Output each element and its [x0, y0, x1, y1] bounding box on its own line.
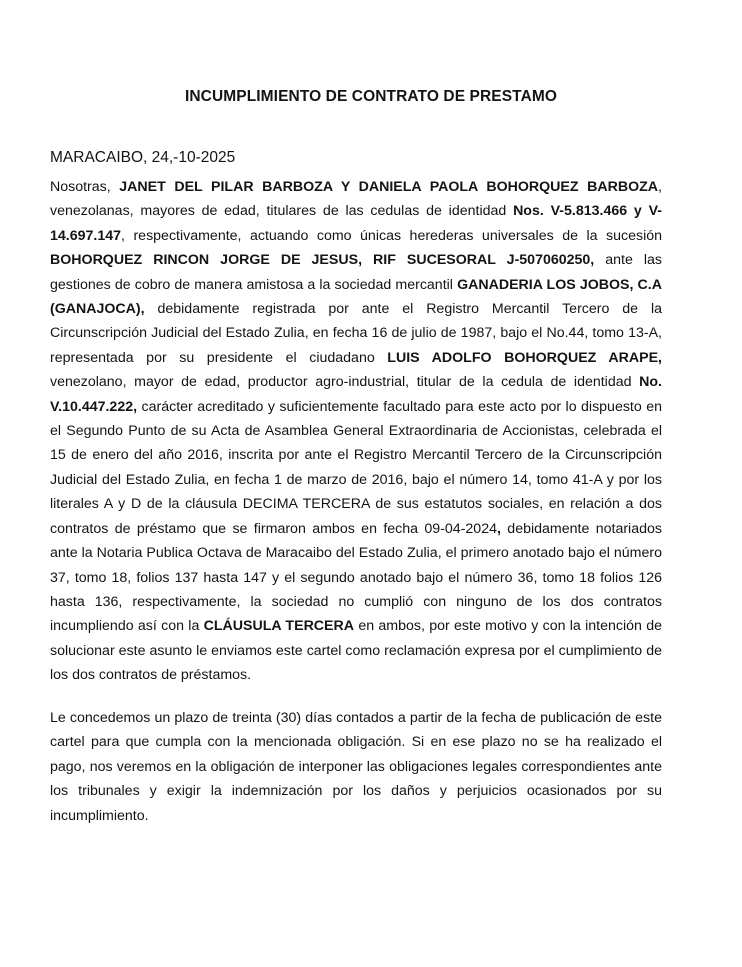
run-bold: BOHORQUEZ RINCON JORGE DE JESUS, RIF SUCESORAL J-507060250,: [50, 252, 595, 269]
run-bold: GANADERIA LOS JOBOS, C.A (GANAJOCA),: [50, 276, 662, 318]
run-bold: ,: [496, 520, 501, 537]
run-bold: LUIS ADOLFO BOHORQUEZ ARAPE,: [387, 349, 662, 366]
run: ante las gestiones de cobro de manera amistosa a la sociedad mercantil: [50, 252, 662, 293]
document-title: INCUMPLIMIENTO DE CONTRATO DE PRESTAMO: [184, 88, 558, 105]
run-bold: Nos. V-5.813.466 y V-14.697.147: [50, 203, 662, 244]
run: venezolano, mayor de edad, productor agro-industrial, titular de la cedula de identidad: [50, 374, 640, 391]
place-date: MARACAIBO, 24,-10-2025: [50, 149, 236, 166]
run: debidamente notariados ante la Notaria Publica Octava de Maracaibo del Estado Zulia, el primero anotado bajo el número 37, tomo 18, folios 137 hasta 147 y el segundo anotado bajo el número 36, tomo 18 folios 126 hasta 136, respectivamente, la sociedad no cumplió con ninguno de los dos contratos incumpliendo así con la: [50, 520, 662, 635]
run-bold: No. V.10.447.222,: [50, 374, 662, 415]
run: carácter acreditado y suficientemente facultado para este acto por lo dispuesto en el Segundo Punto de su Acta de Asamblea General Extraordinaria de Accionistas, celebrada el 15 de enero del año 2016, inscrita por ante el Registro Mercantil Tercero de la Circunscripción Judicial del Estado Zulia, en fecha 1 de marzo de 2016, bajo el número 14, tomo 41-A y por los literales A y D de la cláusula DECIMA TERCERA de sus estatutos sociales, en relación a dos contratos de préstamo que se firmaron ambos en fecha 09-04-2024: [50, 398, 662, 537]
run-bold: JANET DEL PILAR BARBOZA Y DANIELA PAOLA BOHORQUEZ BARBOZA: [119, 179, 659, 195]
run: Nosotras,: [50, 179, 120, 195]
paragraph-main: [50, 175, 662, 688]
paragraph-deadline: Le concedemos un plazo de treinta (30) días contados a partir de la fecha de publicación de este cartel para que cumpla con la mencionada obligación. Si en ese plazo no se ha realizado el pago, nos veremos en la obligación de interponer las obligaciones legales correspondientes ante los tribunales y exigir la indemnización por los daños y perjuicios ocasionados por su incumplimiento.: [50, 710, 662, 824]
run: , venezolanas, mayores de edad, titulares de las cedulas de identidad: [50, 179, 662, 220]
run: debidamente registrada por ante el Registro Mercantil Tercero de la Circunscripción Judicial del Estado Zulia, en fecha 16 de julio de 1987, bajo el No.44, tomo 13-A, representada por su presidente el ciudadano: [50, 301, 662, 366]
run-bold: CLÁUSULA TERCERA: [203, 618, 355, 635]
run: , respectivamente, actuando como únicas herederas universales de la sucesión: [121, 227, 662, 244]
run: en ambos, por este motivo y con la intención de solucionar este asunto le enviamos este cartel como reclamación expresa por el cumplimiento de los dos contratos de préstamos.: [50, 618, 662, 684]
